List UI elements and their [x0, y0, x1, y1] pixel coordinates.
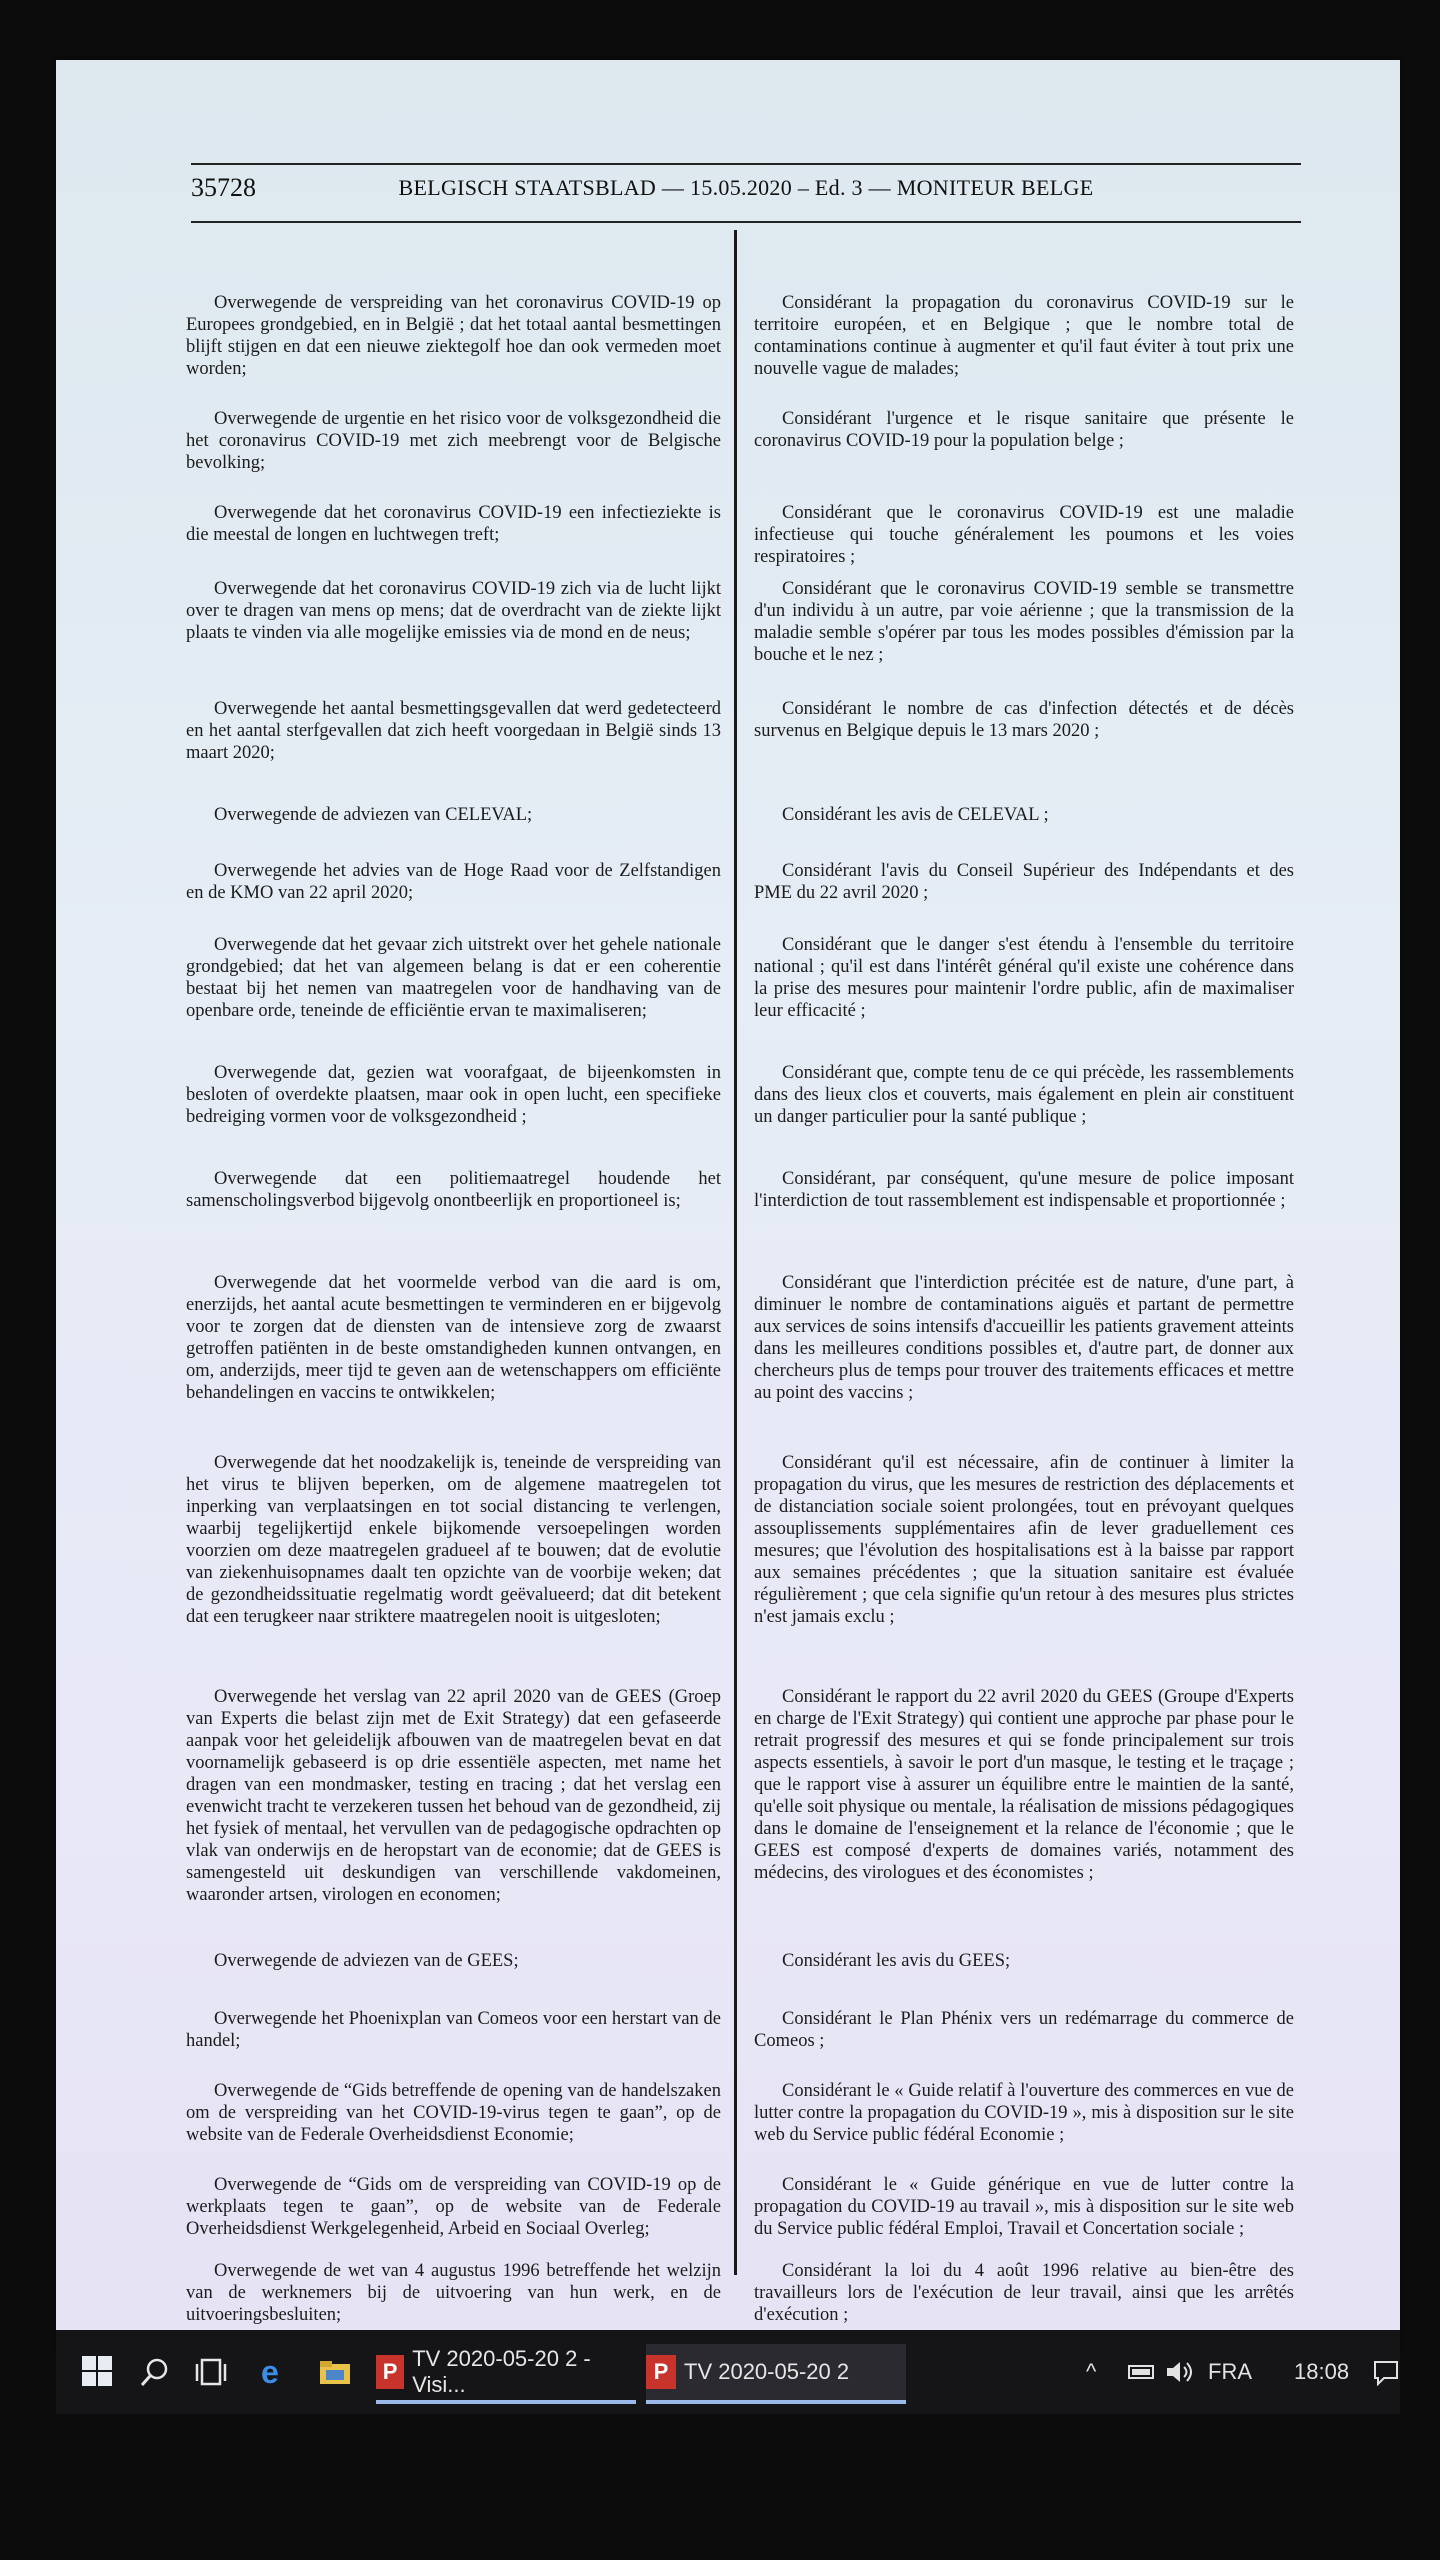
paragraph-nl: Overwegende dat het voormelde verbod van die aard is om, enerzijds, het aantal acute besmettingen te verminderen en er bijgevolg voor te zorgen dat de diensten van de intensieve zorg de zwaarst getroffen patiënten in de beste omstandigheden kunnen ontvangen, en om, anderzijds, meer tijd te geven aan de wetenschappers om efficiënte behandelingen en vaccins te ontwikkelen;: [186, 1273, 721, 1403]
paragraph-fr: Considérant l'avis du Conseil Supérieur des Indépendants et des PME du 22 avril 2020 ;: [754, 861, 1294, 903]
windows-taskbar: [56, 2330, 1400, 2414]
paragraph-nl: Overwegende dat het coronavirus COVID-19 zich via de lucht lijkt over te dragen van mens op mens; dat de overdracht van de ziekte lijkt plaats te vinden via alle mogelijke emissies via de mond en de neus;: [186, 579, 721, 643]
paragraph-nl: Overwegende de adviezen van de GEES;: [214, 1951, 519, 1971]
taskbar-app-label: TV 2020-05-20 2: [684, 2359, 850, 2384]
paragraph-nl: Overwegende dat het gevaar zich uitstrekt over het gehele nationale grondgebied; dat het van algemeen belang is dat er een coherentie bestaat bij het nemen van maatregelen voor de handhaving van de openbare orde, teneinde de efficiëntie ervan te maximaliseren;: [186, 935, 721, 1021]
paragraph-fr: Considérant que, compte tenu de ce qui précède, les rassemblements dans des lieux clos et couverts, mais également en plein air constituent un danger particulier pour la santé publique ;: [754, 1063, 1294, 1127]
paragraph-nl: Overwegende dat het coronavirus COVID-19 een infectieziekte is die meestal de longen en luchtwegen treft;: [186, 503, 721, 545]
paragraph-fr: Considérant qu'il est nécessaire, afin de continuer à limiter la propagation du virus, que les mesures de restriction des déplacements et de distanciation sociale soient prolongées, tout en prévoyant quelques assouplissements supplémentaires afin de lever graduellement ces mesures; que l'évolution des hospitalisations est à la baisse par rapport aux semaines précédentes ; que la situation sanitaire est évaluée régulièrement ; que cela signifie qu'un retour à des mesures plus strictes n'est jamais exclu ;: [754, 1453, 1294, 1627]
paragraph-fr: Considérant que le coronavirus COVID-19 semble se transmettre d'un individu à un autre, par voie aérienne ; que la transmission de la maladie semble s'opérer par tous les modes possibles d'émission par la bouche et le nez ;: [754, 579, 1294, 665]
paragraph-fr: Considérant le Plan Phénix vers un redémarrage du commerce de Comeos ;: [754, 2009, 1294, 2051]
paragraph-fr: Considérant le nombre de cas d'infection détectés et de décès survenus en Belgique depuis le 13 mars 2020 ;: [754, 699, 1294, 741]
clock-time[interactable]: 18:08: [1294, 2359, 1350, 2384]
paragraph-fr: Considérant que l'interdiction précitée est de nature, d'une part, à diminuer le nombre de contaminations aiguës et partant de permettre aux services de soins intensifs d'accueillir les patients gravement atteints dans les meilleures conditions possibles et, d'autre part, de donner aux chercheurs plus de temps pour trouver des traitements efficaces et mettre au point des vaccins ;: [754, 1273, 1294, 1403]
paragraph-nl: Overwegende het advies van de Hoge Raad voor de Zelfstandigen en de KMO van 22 april 2020;: [186, 861, 721, 903]
paragraph-nl: Overwegende het Phoenixplan van Comeos voor een herstart van de handel;: [186, 2009, 721, 2051]
paragraph-fr: Considérant la propagation du coronavirus COVID-19 sur le territoire européen, et en Belgique ; que le nombre total de contaminations continue à augmenter et qu'il faut éviter à tout prix une nouvelle vague de malades;: [754, 293, 1294, 379]
paragraph-fr: Considérant les avis de CELEVAL ;: [782, 805, 1049, 825]
paragraph-fr: Considérant le « Guide relatif à l'ouverture des commerces en vue de lutter contre la propagation du COVID-19 », mis à disposition sur le site web du Service public fédéral Economie ;: [754, 2081, 1294, 2145]
network-icon[interactable]: [1126, 2344, 1156, 2400]
paragraph-fr: Considérant le rapport du 22 avril 2020 du GEES (Groupe d'Experts en charge de l'Exit Strategy) qui contient une approche par phase pour le retrait progressif des mesures et qui se fonde principalement sur trois aspects essentiels, à savoir le port d'un masque, le testing et le traçage ; que le rapport vise à assurer un équilibre entre le maintien de la santé, qu'elle soit physique ou mentale, la réalisation de missions pédagogiques dans le domaine de l'enseignement et la relance de l'économie ; que le GEES est composé d'experts de domaines variés, notamment des médecins, des virologues et des économistes ;: [754, 1687, 1294, 1883]
paragraph-nl: Overwegende de wet van 4 augustus 1996 betreffende het welzijn van de werknemers bij de uitvoering van hun werk, en de uitvoeringsbesluiten;: [186, 2261, 721, 2325]
task-view-icon[interactable]: [194, 2344, 234, 2400]
paragraph-fr: Considérant l'urgence et le risque sanitaire que présente le coronavirus COVID-19 pour la population belge ;: [754, 409, 1294, 451]
search-icon[interactable]: [138, 2344, 178, 2400]
paragraph-fr: Considérant, par conséquent, qu'une mesure de police imposant l'interdiction de tout rassemblement est indispensable et proportionnée ;: [754, 1169, 1294, 1211]
powerpoint-icon: P: [376, 2355, 404, 2389]
taskbar-app-label: TV 2020-05-20 2 - Visi...: [412, 2346, 591, 2397]
powerpoint-icon: P: [646, 2355, 676, 2389]
paragraph-nl: Overwegende de verspreiding van het coronavirus COVID-19 op Europees grondgebied, en in België ; dat het totaal aantal besmettingen blijft stijgen en dat een nieuwe ziektegolf hoe dan ook vermeden moet worden;: [186, 293, 721, 379]
taskbar-app-button-active[interactable]: [646, 2344, 906, 2404]
document-viewer-screen: [56, 60, 1400, 2350]
paragraph-nl: Overwegende het verslag van 22 april 2020 van de GEES (Groep van Experts die belast zijn met de Exit Strategy) dat een gefaseerde aanpak voor het geleidelijk afbouwen van de maatregelen bevat en dat voornamelijk gebaseerd is op drie essentiële aspecten, met name het dragen van een mondmasker, testing en tracing ; dat het verslag een evenwicht tracht te verzekeren tussen het behoud van de gezondheid, zij het fysiek of mentaal, het vervullen van de pedagogische opdrachten op vlak van onderwijs en de heropstart van de economie; dat de GEES is samengesteld uit deskundigen van verschillende vakdomeinen, waaronder artsen, virologen en economen;: [186, 1687, 721, 1905]
paragraph-fr: Considérant que le danger s'est étendu à l'ensemble du territoire national ; qu'il est dans l'intérêt général qu'il existe une cohérence dans la prise des mesures pour maintenir l'ordre public, afin de maximaliser leur efficacité ;: [754, 935, 1294, 1021]
gazette-title: BELGISCH STAATSBLAD — 15.05.2020 – Ed. 3 — MONITEUR BELGE: [398, 175, 1094, 200]
show-hidden-icons-chevron[interactable]: ^: [1086, 2359, 1097, 2384]
svg-text:e: e: [261, 2355, 279, 2389]
paragraph-nl: Overwegende dat het noodzakelijk is, teneinde de verspreiding van het virus te blijven beperken, om de algemene maatregelen tot inperking van verplaatsingen en tot social distancing te verlengen, waarbij tegelijkertijd enkele bijkomende versoepelingen worden voorzien om deze maatregelen gradueel af te bouwen; dat de evolutie van ziekenhuisopnames daalt ten opzichte van de voorbije weken; dat de gezondheidssituatie regelmatig wordt geëvalueerd; dat dit betekent dat een terugkeer naar striktere maatregelen nooit is uitgesloten;: [186, 1453, 721, 1627]
header-top-rule: [191, 163, 1301, 165]
column-divider: [734, 230, 737, 2275]
file-explorer-icon[interactable]: [318, 2344, 358, 2400]
paragraph-fr: Considérant les avis du GEES;: [782, 1951, 1011, 1971]
bilingual-text-columns: [186, 230, 1306, 2330]
paragraph-nl: Overwegende de adviezen van CELEVAL;: [214, 805, 533, 825]
page-number: 35728: [191, 173, 256, 202]
paragraph-nl: Overwegende het aantal besmettingsgevallen dat werd gedetecteerd en het aantal sterfgevallen dat zich heeft voorgedaan in België sinds 13 maart 2020;: [186, 699, 721, 763]
paragraph-nl: Overwegende dat een politiemaatregel houdende het samenscholingsverbod bijgevolg onontbeerlijk en proportioneel is;: [186, 1169, 721, 1211]
taskbar-app-button[interactable]: [376, 2344, 636, 2404]
header-bottom-rule: [191, 221, 1301, 223]
paragraph-nl: Overwegende de “Gids betreffende de opening van de handelszaken om de verspreiding van het COVID-19-virus tegen te gaan”, op de website van de Federale Overheidsdienst Economie;: [186, 2081, 721, 2145]
paragraph-fr: Considérant le « Guide générique en vue de lutter contre la propagation du COVID-19 au travail », mis à disposition sur le site web du Service public fédéral Emploi, Travail et Concertation sociale ;: [754, 2175, 1294, 2239]
windows-start-icon[interactable]: [80, 2344, 116, 2400]
paragraph-nl: Overwegende de urgentie en het risico voor de volksgezondheid die het coronavirus COVID-19 met zich meebrengt voor de Belgische bevolking;: [186, 409, 721, 473]
paragraph-fr: Considérant la loi du 4 août 1996 relative au bien-être des travailleurs lors de l'exécution de leur travail, ainsi que les arrêtés d'exécution ;: [754, 2261, 1294, 2325]
paragraph-fr: Considérant que le coronavirus COVID-19 est une maladie infectieuse qui touche généralement les poumons et les voies respiratoires ;: [754, 503, 1294, 567]
input-language[interactable]: FRA: [1208, 2359, 1252, 2384]
edge-browser-icon[interactable]: [256, 2344, 296, 2400]
volume-icon[interactable]: [1164, 2344, 1198, 2400]
paragraph-nl: Overwegende dat, gezien wat voorafgaat, de bijeenkomsten in besloten of overdekte plaatsen, maar ook in open lucht, een specifieke bedreiging vormen voor de volksgezondheid ;: [186, 1063, 721, 1127]
paragraph-nl: Overwegende de “Gids om de verspreiding van COVID-19 op de werkplaats tegen te gaan”, op de website van de Federale Overheidsdienst Werkgelegenheid, Arbeid en Sociaal Overleg;: [186, 2175, 721, 2239]
notifications-icon[interactable]: [1372, 2344, 1400, 2400]
